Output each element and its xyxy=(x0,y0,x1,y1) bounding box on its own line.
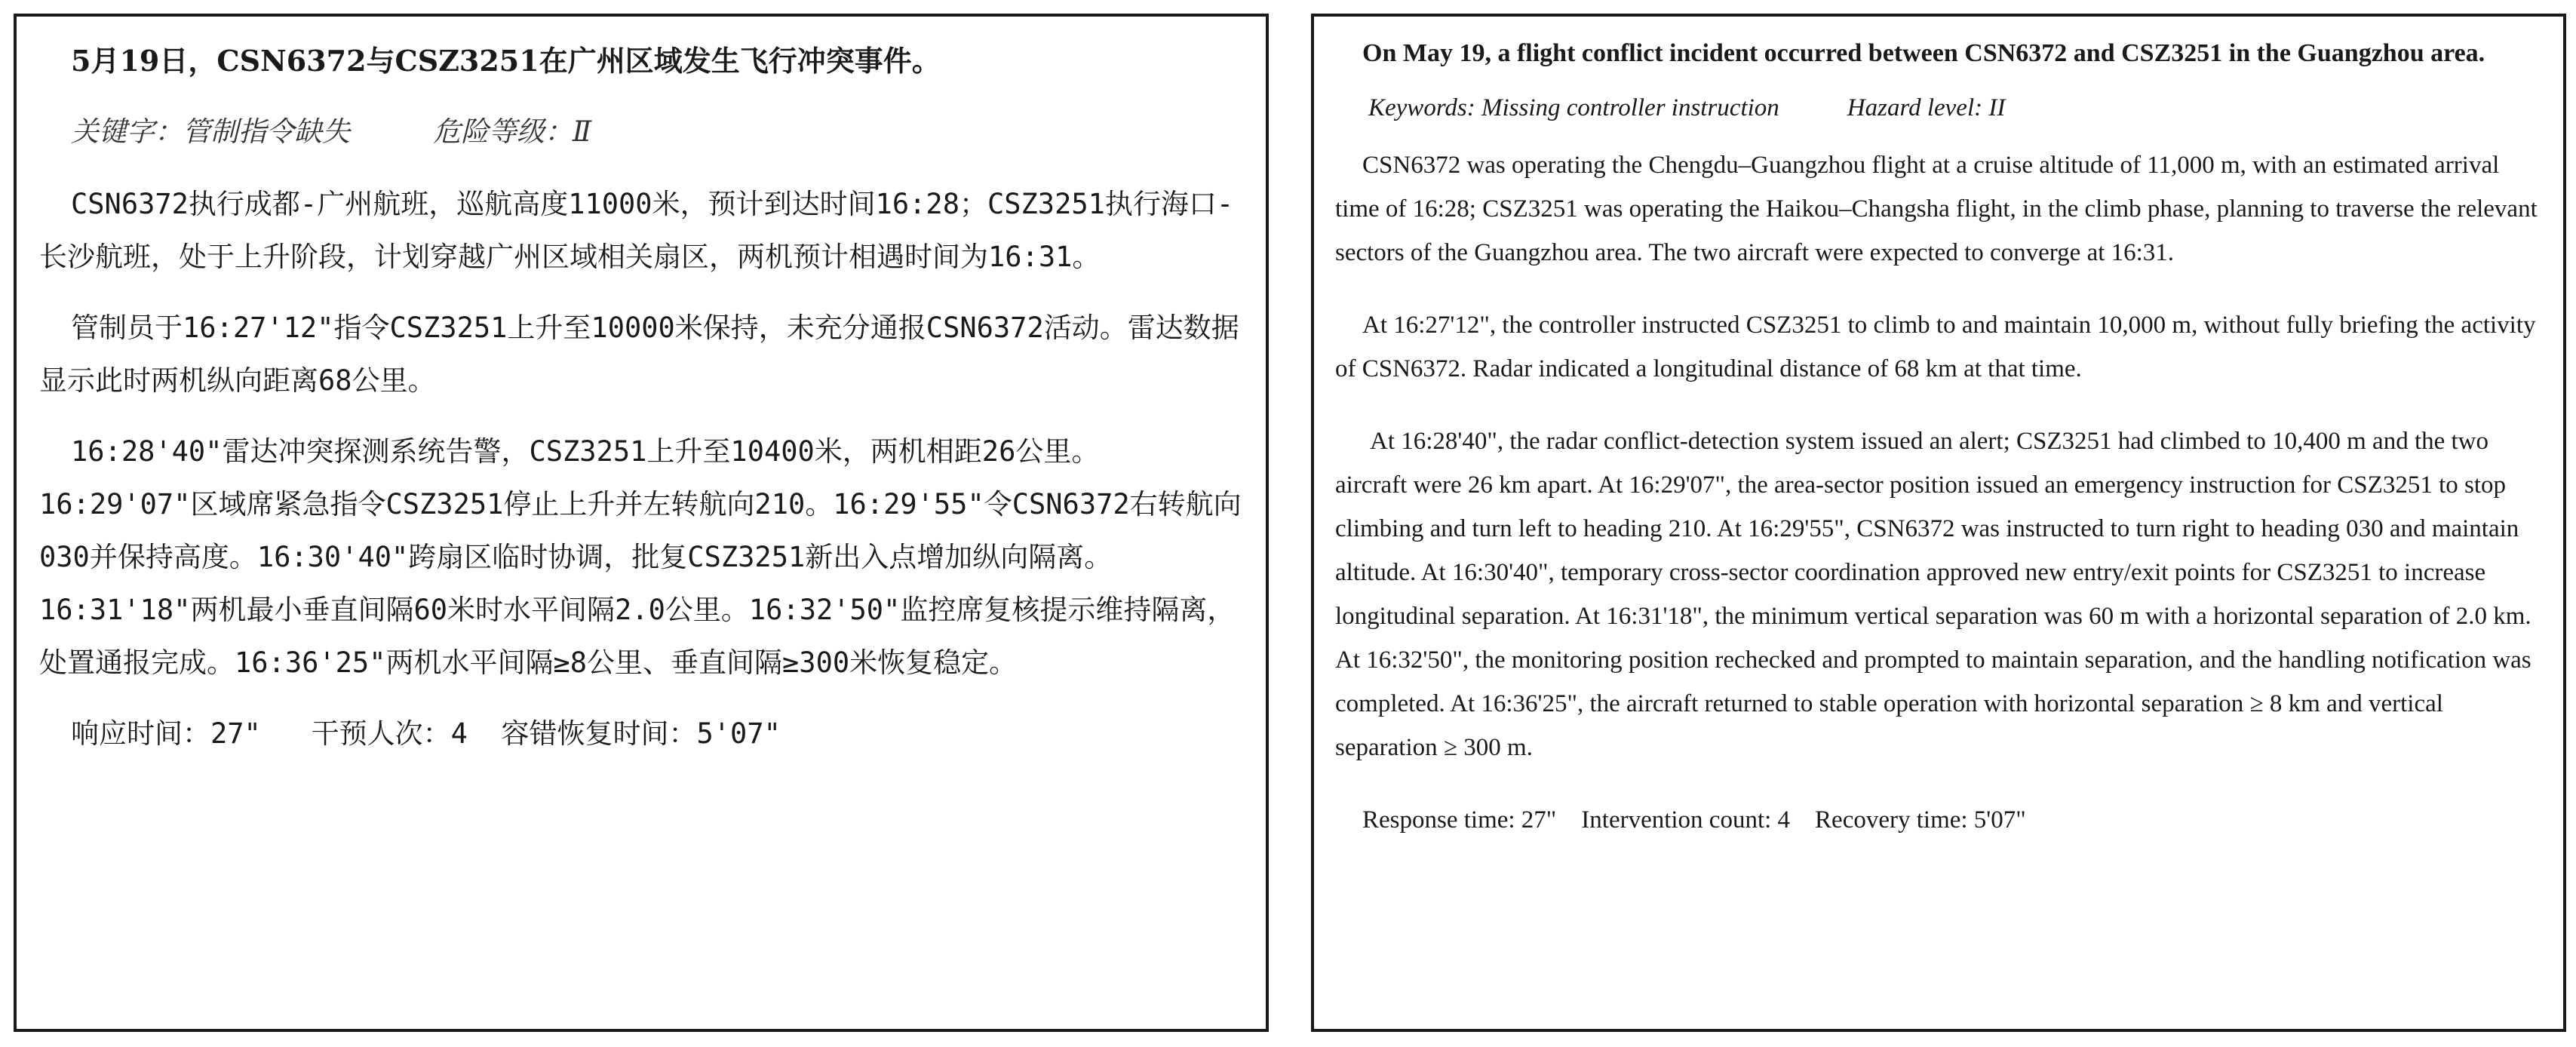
report-stats xyxy=(39,708,1248,760)
chinese-report-panel xyxy=(14,14,1269,1032)
report-title: 5月19日，CSN6372与CSZ3251在广州区域发生飞行冲突事件。 xyxy=(71,44,941,78)
recovery-time: Recovery time: 5'07" xyxy=(1815,806,2026,834)
keywords-label: Keywords: Missing controller instruction xyxy=(1368,94,1779,121)
english-report-panel xyxy=(1311,14,2566,1032)
report-paragraph: CSN6372执行成都-广州航班，巡航高度11000米，预计到达时间16:28；CSZ3251执行海口-长沙航班，处于上升阶段，计划穿越广州区域相关扇区，两机预计相遇时间为16:31。 xyxy=(39,188,1234,273)
report-meta xyxy=(39,106,1248,158)
report-title: On May 19, a flight conflict incident occurred between CSN6372 and CSZ3251 in the Guangzhou area. xyxy=(1362,39,2485,67)
hazard-level-label: 危险等级：Ⅱ xyxy=(433,115,592,148)
intervention-count: 干预人次：4 xyxy=(311,717,468,750)
response-time: 响应时间：27" xyxy=(71,717,261,750)
report-meta xyxy=(1335,86,2542,130)
hazard-level-label: Hazard level: II xyxy=(1847,94,2006,121)
report-paragraph: At 16:28'40", the radar conflict-detection system issued an alert; CSZ3251 had climbed to 10,400 m and the two aircraft were 26 km apart. At 16:29'07", the area-sector position issued an emergency instruction for CSZ3251 to stop climbing and turn left to heading 210. At 16:29'55", CSN6372 was instructed to turn right to heading 030 and maintain altitude. At 16:30'40", temporary cross-sector coordination approved new entry/exit points for CSZ3251 to increase longitudinal separation. At 16:31'18", the minimum vertical separation was 60 m with a horizontal separation of 2.0 km. At 16:32'50", the monitoring position rechecked and prompted to maintain separation, and the handling notification was completed. At 16:36'25", the aircraft returned to stable operation with horizontal separation ≥ 8 km and vertical separation ≥ 300 m. xyxy=(1335,428,2531,761)
recovery-time: 容错恢复时间：5'07" xyxy=(501,717,781,750)
report-paragraph: 16:28'40"雷达冲突探测系统告警，CSZ3251上升至10400米，两机相距26公里。16:29'07"区域席紧急指令CSZ3251停止上升并左转航向210。16:29'55"令CSN6372右转航向030并保持高度。16:30'40"跨扇区临时协调，批复CSZ3251新出入点增加纵向隔离。16:31'18"两机最小垂直间隔60米时水平间隔2.0公里。16:32'50"监控席复核提示维持隔离，处置通报完成。16:36'25"两机水平间隔≥8公里、垂直间隔≥300米恢复稳定。 xyxy=(39,435,1242,679)
response-time: Response time: 27" xyxy=(1362,806,1557,834)
keywords-label: 关键字：管制指令缺失 xyxy=(71,115,350,148)
intervention-count: Intervention count: 4 xyxy=(1581,806,1791,834)
report-paragraph: CSN6372 was operating the Chengdu–Guangzhou flight at a cruise altitude of 11,000 m, with an estimated arrival time of 16:28; CSZ3251 was operating the Haikou–Changsha flight, in the climb phase, planning to traverse the relevant sectors of the Guangzhou area. The two aircraft were expected to converge at 16:31. xyxy=(1335,152,2538,266)
report-paragraph: At 16:27'12", the controller instructed CSZ3251 to climb to and maintain 10,000 m, without fully briefing the activity of CSN6372. Radar indicated a longitudinal distance of 68 km at that time. xyxy=(1335,312,2536,382)
report-paragraph: 管制员于16:27'12"指令CSZ3251上升至10000米保持，未充分通报CSN6372活动。雷达数据显示此时两机纵向距离68公里。 xyxy=(39,312,1239,397)
report-stats xyxy=(1335,798,2542,842)
